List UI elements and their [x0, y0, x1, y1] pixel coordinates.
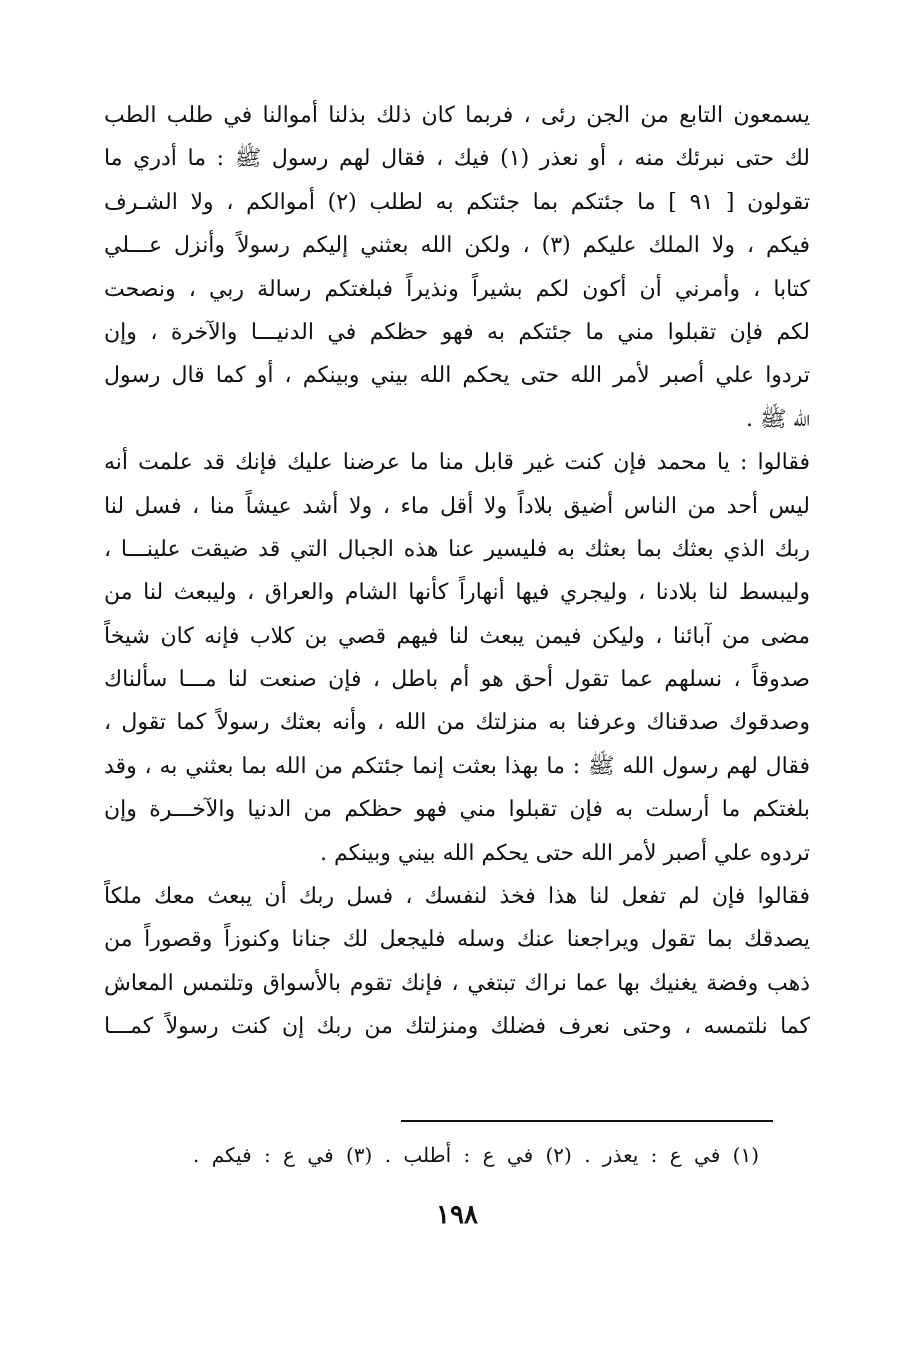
text-line: كما نلتمسه ، وحتى نعرف فضلك ومنزلتك من ربك إن كنت رسولاً كمـــا: [104, 1014, 810, 1040]
text-line: تقولون [ ٩١ ] ما جئتكم بما جئتكم به لطلب (٢) أموالكم ، ولا الشـرف: [104, 189, 810, 215]
text-line: ربك الذي بعثك بما بعثك به فليسير عنا هذه الجبال التي قد ضيقت علينـــا ،: [104, 536, 810, 562]
footnotes: (١) في ع : يعذر . (٢) في ع : أطلب . (٣) في ع : فيكم .: [192, 1143, 759, 1167]
text-line: فيكم ، ولا الملك عليكم (٣) ، ولكن الله بعثني إليكم رسولاً وأنزل عـــلي: [104, 233, 810, 259]
text-line: مضى من آبائنا ، وليكن فيمن يبعث لنا فيهم قصي بن كلاب فإنه كان شيخاً: [104, 623, 810, 649]
text-line: يصدقك بما تقول ويراجعنا عنك وسله فليجعل لك جنانا وكنوزاً وقصوراً من: [104, 927, 810, 953]
footnote-separator: [401, 1120, 773, 1122]
text-line: ذهب وفضة يغنيك بها عما نراك تبتغي ، فإنك تقوم بالأسواق وتلتمس المعاش: [104, 970, 810, 996]
text-line: وليبسط لنا بلادنا ، وليجري فيها أنهاراً كأنها الشام والعراق ، وليبعث لنا من: [104, 580, 810, 606]
page-body: [104, 94, 810, 1049]
text-line: فقالوا فإن لم تفعل لنا هذا فخذ لنفسك ، فسل ربك أن يبعث معك ملكاً: [104, 884, 810, 910]
text-line: فقال لهم رسول الله ﷺ : ما بهذا بعثت إنما جئتكم من الله بما بعثني به ، وقد: [104, 753, 810, 779]
text-line: يسمعون التابع من الجن رئى ، فربما كان ذلك بذلنا أموالنا في طلب الطب: [104, 103, 810, 128]
text-line: ليس أحد من الناس أضيق بلاداً ولا أقل ماء ، ولا أشد عيشاً منا ، فسل لنا: [104, 493, 810, 519]
text-line: وصدقوك صدقناك وعرفنا به منزلتك من الله ، وأنه بعثك رسولاً كما تقول ،: [104, 710, 810, 736]
text-line: لكم فإن تقبلوا مني ما جئتكم به فهو حظكم في الدنيـــا والآخرة ، وإن: [104, 319, 810, 345]
text-line: لك حتى نبرئك منه ، أو نعذر (١) فيك ، فقال لهم رسول ﷺ : ما أدري ما: [104, 146, 810, 172]
text-line: فقالوا : يا محمد فإن كنت غير قابل منا ما عرضنا عليك فإنك قد علمت أنه: [104, 450, 810, 476]
text-line: صدوقاً ، نسلهم عما تقول أحق هو أم باطل ، فإن صنعت لنا مـــا سألناك: [104, 667, 810, 693]
text-line: تردوا علي أصبر لأمر الله حتى يحكم الله بيني وبينكم ، أو كما قال رسول: [104, 363, 810, 389]
text-line: كتابا ، وأمرني أن أكون لكم بشيراً ونذيراً فبلغتكم رسالة ربي ، ونصحت: [104, 276, 810, 302]
text-line: الله ﷺ .: [746, 406, 810, 432]
text-line: تردوه علي أصبر لأمر الله حتى يحكم الله بيني وبينكم .: [320, 840, 810, 866]
page-number: ١٩٨: [436, 1200, 478, 1230]
text-line: بلغتكم ما أرسلت به فإن تقبلوا مني فهو حظكم من الدنيا والآخـــرة وإن: [104, 797, 810, 823]
